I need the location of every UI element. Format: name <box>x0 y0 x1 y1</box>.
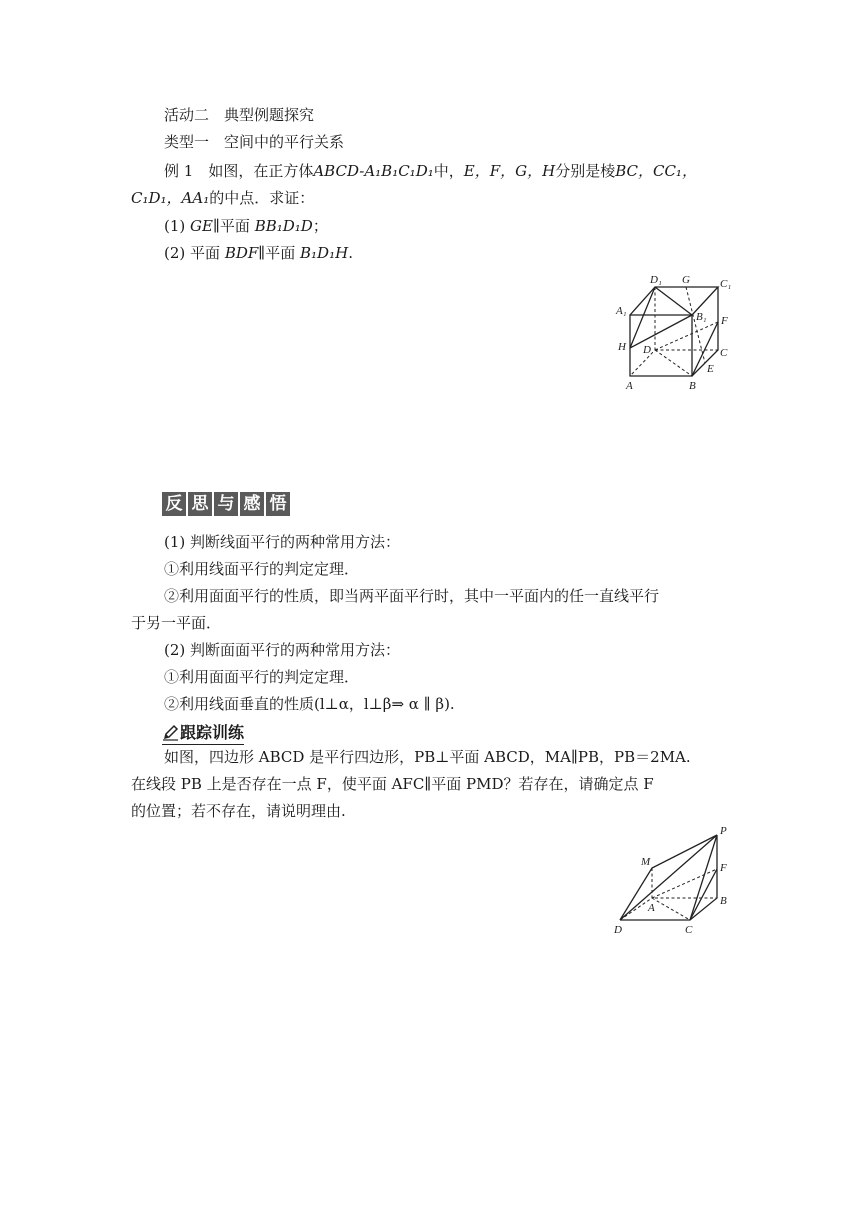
example-intro: 如图，在正方体 <box>208 162 314 180</box>
label-a1: A₁ <box>616 305 627 317</box>
banner-char-4: 感 <box>240 492 264 516</box>
label-f2: F <box>720 862 727 874</box>
pencil-icon <box>162 723 180 741</box>
edges-1: BC，CC₁， <box>615 162 697 180</box>
training-heading <box>162 720 244 745</box>
label-a: A <box>626 380 633 392</box>
example-part-1 <box>164 216 328 236</box>
banner-char-1: 反 <box>162 492 186 516</box>
part1-c: BB₁D₁D <box>254 217 313 235</box>
training-line-2: 在线段 PB 上是否存在一点 F，使平面 AFC∥平面 PMD？若存在，请确定点 F <box>131 775 654 793</box>
part2-e: . <box>348 244 353 262</box>
label-d2: D <box>614 924 622 936</box>
example-in: 中， <box>433 162 464 180</box>
reflection-line-6: ①利用面面平行的判定定理． <box>164 668 360 686</box>
example-divided: 分别是棱 <box>555 162 616 180</box>
pyramid-figure <box>606 822 742 938</box>
reflection-line-7: ②利用线面垂直的性质(l⊥α，l⊥β⇒ α ∥ β). <box>164 695 455 713</box>
cube-figure <box>612 270 742 400</box>
label-c: C <box>720 347 728 359</box>
banner-char-3: 与 <box>214 492 238 516</box>
label-p: P <box>720 825 727 837</box>
reflection-line-3: ②利用面面平行的性质，即当两平面平行时，其中一平面内的任一直线平行 <box>164 587 660 605</box>
part2-label: (2) <box>164 244 186 262</box>
label-d: D <box>643 344 651 356</box>
label-e: E <box>707 363 714 375</box>
points: E，F，G，H <box>463 162 556 180</box>
reflection-banner <box>162 492 290 516</box>
part2-c: ∥平面 <box>258 244 296 262</box>
training-line-3: 的位置；若不存在，请说明理由. <box>131 802 346 820</box>
part2-d: B₁D₁H <box>300 244 349 262</box>
reflection-line-4: 于另一平面． <box>131 614 222 632</box>
example-part-2 <box>164 243 353 263</box>
training-line-1: 如图，四边形 ABCD 是平行四边形，PB⊥平面 ABCD，MA∥PB，PB＝2MA. <box>164 748 691 766</box>
part1-a: GE <box>190 217 213 235</box>
banner-char-5: 悟 <box>266 492 290 516</box>
training-title: 跟踪训练 <box>180 725 245 742</box>
label-a2: A <box>648 902 655 914</box>
reflection-line-2: ①利用线面平行的判定定理． <box>164 560 360 578</box>
example-midpoints: 的中点．求证： <box>209 189 315 207</box>
label-d1: D₁ <box>650 274 662 286</box>
part2-a: 平面 <box>190 244 221 262</box>
part1-b: ∥平面 <box>212 217 250 235</box>
label-h: H <box>618 341 626 353</box>
edges-2: C₁D₁，AA₁ <box>131 189 210 207</box>
label-b: B <box>689 380 696 392</box>
label-m: M <box>641 856 651 868</box>
reflection-line-1: (1) 判断线面平行的两种常用方法： <box>164 533 401 551</box>
type-title: 类型一 空间中的平行关系 <box>164 134 345 151</box>
label-c2: C <box>685 924 693 936</box>
part1-d: ； <box>312 217 328 235</box>
example-line-2 <box>131 188 314 208</box>
label-g: G <box>682 274 690 286</box>
example-line-1 <box>164 161 697 181</box>
label-f: F <box>721 315 728 327</box>
label-b1: B₁ <box>696 311 707 323</box>
reflection-line-5: (2) 判断面面平行的两种常用方法： <box>164 641 401 659</box>
label-b2: B <box>720 895 727 907</box>
example-label: 例 1 <box>164 162 194 180</box>
cube-name: ABCD-A₁B₁C₁D₁ <box>313 162 434 180</box>
part1-label: (1) <box>164 217 186 235</box>
part2-b: BDF <box>224 244 259 262</box>
label-c1: C₁ <box>720 278 732 290</box>
banner-char-2: 思 <box>188 492 212 516</box>
activity-title: 活动二 典型例题探究 <box>164 107 315 124</box>
